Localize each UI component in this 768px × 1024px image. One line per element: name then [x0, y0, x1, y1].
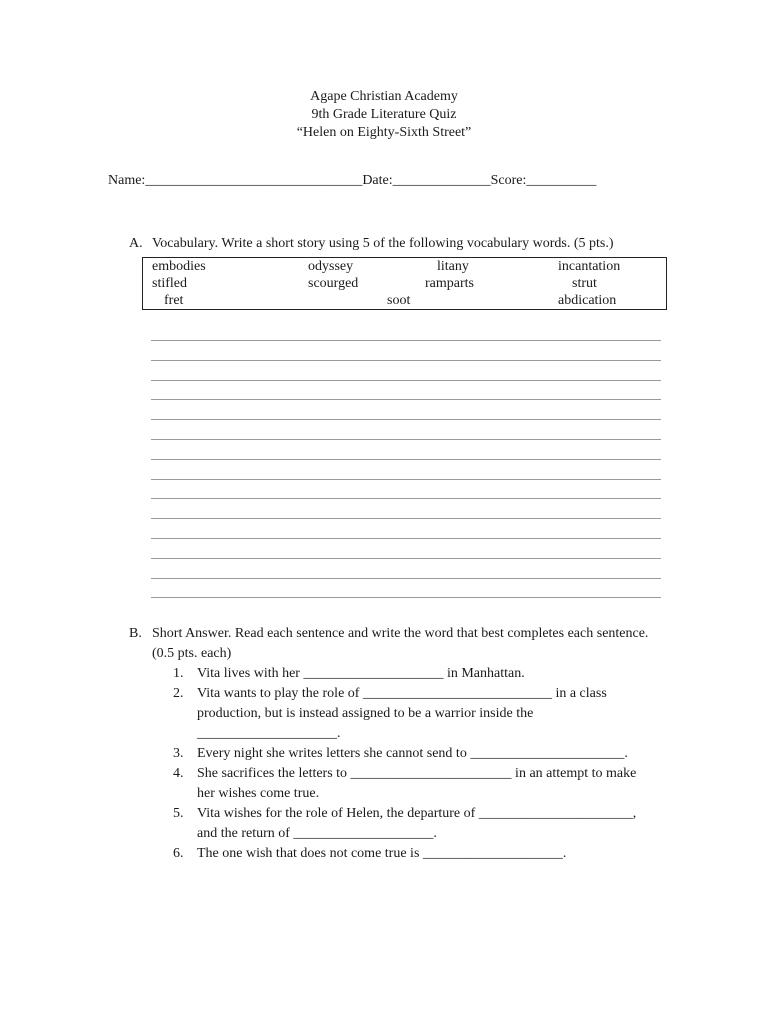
question-text[interactable]: Every night she writes letters she cannot send to ______________________. — [197, 746, 628, 761]
name-date-score-line: Name:_______________________________Date:______________Score:__________ — [108, 173, 597, 188]
vocab-word: stifled — [152, 276, 187, 291]
section-b-marker: B. — [129, 626, 142, 641]
vocab-word: odyssey — [308, 259, 354, 274]
writing-line[interactable] — [151, 360, 661, 361]
story-title: “Helen on Eighty-Sixth Street” — [296, 125, 472, 140]
writing-line[interactable] — [151, 558, 661, 559]
writing-line[interactable] — [151, 597, 661, 598]
section-b-instruction: Short Answer. Read each sentence and write the word that best completes each sentence. (0.5 pts. each) — [152, 626, 649, 661]
question-item — [173, 744, 649, 764]
section-b-heading — [129, 624, 649, 664]
section-a-heading — [129, 236, 613, 252]
vocab-word: embodies — [152, 259, 206, 274]
question-number: 2. — [173, 686, 184, 701]
section-a-instruction: Vocabulary. Write a short story using 5 of the following vocabulary words. (5 pts.) — [152, 236, 614, 251]
question-item — [173, 664, 649, 684]
writing-line[interactable] — [151, 380, 661, 381]
question-item — [173, 684, 649, 744]
quiz-header — [0, 88, 768, 142]
question-number: 3. — [173, 746, 184, 761]
section-b — [129, 624, 649, 864]
question-text[interactable]: She sacrifices the letters to _______________________ in an attempt to make her wishes come true. — [197, 766, 637, 801]
school-name: Agape Christian Academy — [310, 89, 458, 104]
course-title: 9th Grade Literature Quiz — [311, 107, 457, 122]
question-number: 4. — [173, 766, 184, 781]
question-number: 5. — [173, 806, 184, 821]
writing-line[interactable] — [151, 399, 661, 400]
section-a-marker: A. — [129, 236, 143, 251]
question-item — [173, 764, 649, 804]
writing-line[interactable] — [151, 340, 661, 341]
vocab-word: abdication — [558, 293, 617, 308]
question-text[interactable]: Vita wishes for the role of Helen, the departure of ______________________, and the return of ____________________. — [197, 806, 637, 841]
question-item — [173, 844, 649, 864]
vocab-word: incantation — [558, 259, 621, 274]
writing-line[interactable] — [151, 578, 661, 579]
writing-line[interactable] — [151, 439, 661, 440]
writing-line[interactable] — [151, 479, 661, 480]
question-number: 6. — [173, 846, 184, 861]
question-text[interactable]: The one wish that does not come true is ____________________. — [197, 846, 567, 861]
question-list — [173, 664, 649, 864]
writing-line[interactable] — [151, 538, 661, 539]
writing-line[interactable] — [151, 419, 661, 420]
vocabulary-word-box — [142, 257, 667, 310]
question-text[interactable]: Vita lives with her ____________________ in Manhattan. — [197, 666, 525, 681]
vocab-word: scourged — [308, 276, 359, 291]
vocab-word: strut — [572, 276, 597, 291]
vocab-word: fret — [164, 293, 184, 308]
vocab-word: litany — [437, 259, 469, 274]
question-number: 1. — [173, 666, 184, 681]
question-item — [173, 804, 649, 844]
writing-line[interactable] — [151, 498, 661, 499]
vocab-word: ramparts — [425, 276, 474, 291]
writing-line[interactable] — [151, 518, 661, 519]
question-text[interactable]: Vita wants to play the role of ___________________________ in a class production, but is instead assigned to be a warrior inside the ____________________. — [197, 686, 607, 741]
vocab-word: soot — [387, 293, 411, 308]
writing-line[interactable] — [151, 459, 661, 460]
